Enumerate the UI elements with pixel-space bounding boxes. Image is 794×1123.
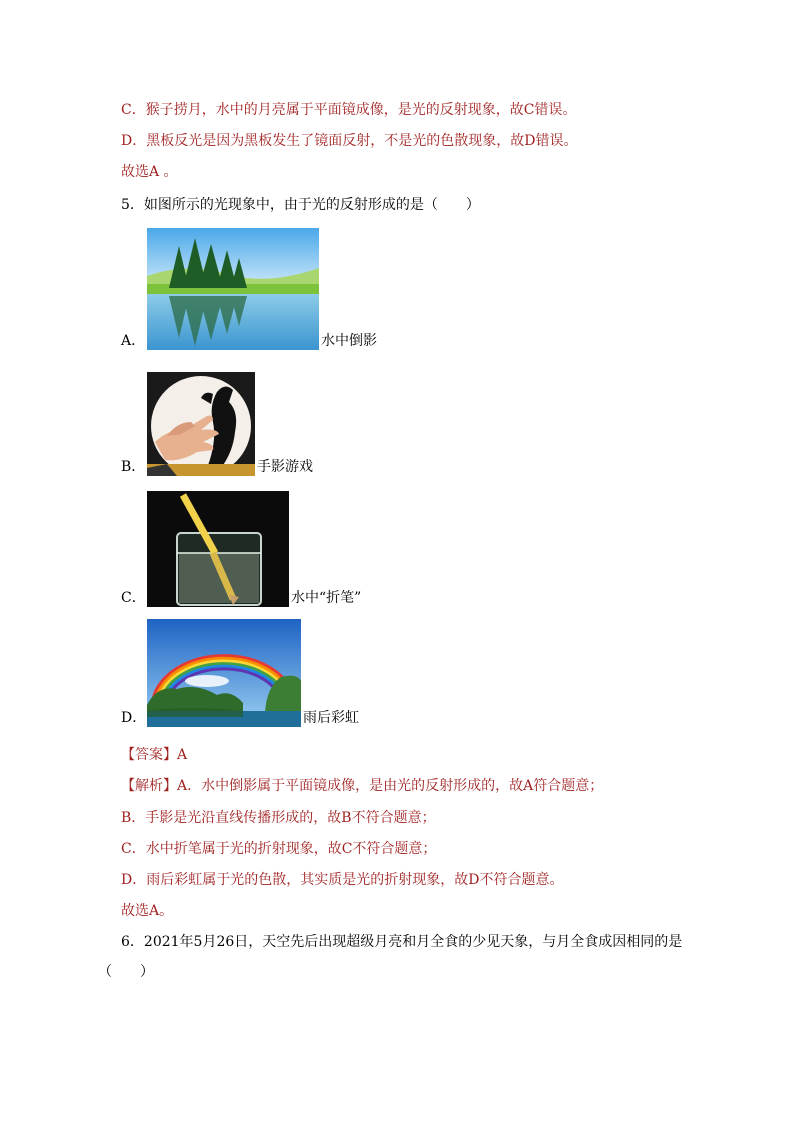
option-caption: 手影游戏 [257,459,313,475]
explanation-line-d: D．黑板反光是因为黑板发生了镜面反射，不是光的色散现象，故D错误。 [121,133,578,149]
option-letter: C． [121,590,146,606]
option-letter: D． [121,710,147,726]
answer-line: 【答案】A [121,747,188,763]
analysis-line-c: C．水中折笔属于光的折射现象，故C不符合题意； [121,841,437,857]
hand-shadow-image [147,372,255,476]
analysis-line-a: 【解析】A．水中倒影属于平面镜成像，是由光的反射形成的，故A符合题意； [121,778,604,794]
option-caption: 水中“折笔” [291,590,362,606]
option-c [121,491,361,607]
explanation-line-c: C．猴子捞月，水中的月亮属于平面镜成像，是光的反射现象，故C错误。 [121,102,577,118]
pencil-in-water-image [147,491,289,607]
option-caption: 水中倒影 [321,333,377,349]
question-stem-line-2: （ ） [98,964,154,980]
analysis-line-b: B．手影是光沿直线传播形成的，故B不符合题意； [121,810,436,826]
option-b [121,372,313,476]
option-d [121,619,359,727]
option-letter: A． [121,333,146,349]
analysis-choice: 故选A。 [121,903,174,919]
rainbow-image [147,619,301,727]
trees-reflection-image [147,228,319,350]
question-stem-line-1: 6．2021年5月26日，天空先后出现超级月亮和月全食的少见天象，与月全食成因相同的是 [121,934,683,950]
option-a [121,228,377,350]
analysis-line-d: D．雨后彩虹属于光的色散，其实质是光的折射现象，故D不符合题意。 [121,872,564,888]
question-stem: 5．如图所示的光现象中，由于光的反射形成的是（ ） [121,197,480,213]
explanation-choice: 故选A 。 [121,164,178,180]
option-letter: B． [121,459,146,475]
option-caption: 雨后彩虹 [303,710,359,726]
